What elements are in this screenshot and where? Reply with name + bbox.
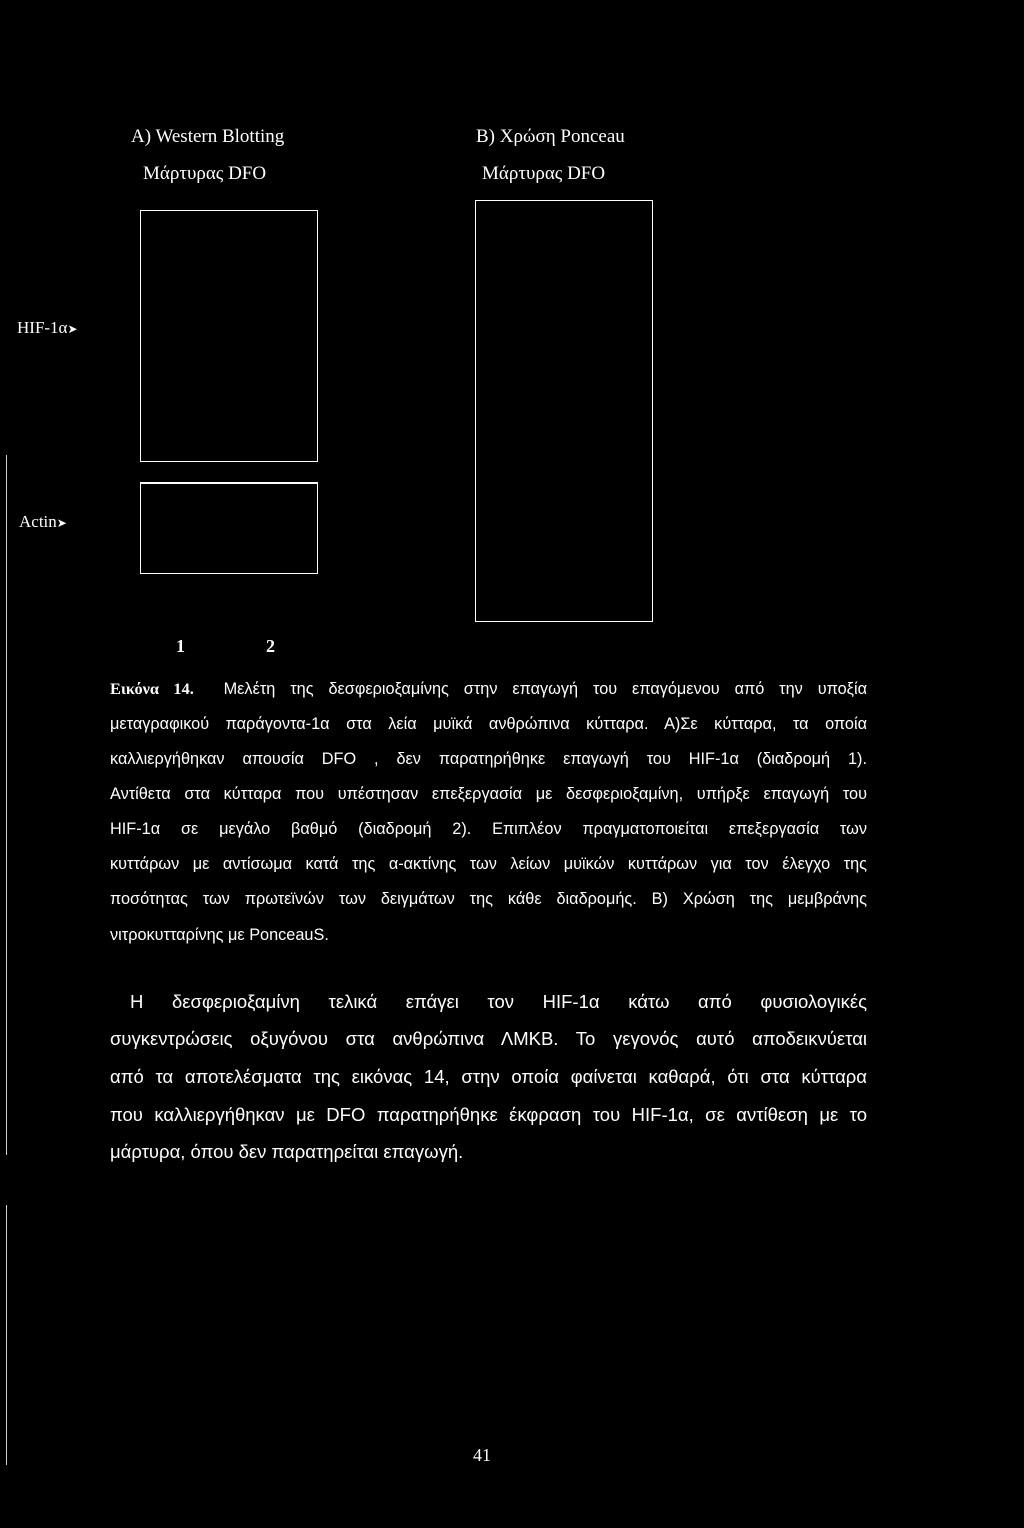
caption-line-6: κυττάρων με αντίσωμα κατά της α-ακτίνης των λείων μυϊκών κυττάρων για τον έλεγχο της — [110, 855, 867, 873]
panel-a-title: A) Western Blotting — [131, 126, 285, 147]
scan-edge-left-top — [6, 455, 7, 1155]
panel-b-subtitle: Μάρτυρας DFO — [482, 163, 606, 184]
hif-blot-frame — [140, 210, 318, 462]
caption-line-5: HIF-1α σε μεγάλο βαθμό (διαδρομή 2). Επιπλέον πραγματοποιείται επεξεργασία των — [110, 820, 867, 838]
paragraph-line-3: από τα αποτελέσματα της εικόνας 14, στην οποία φαίνεται καθαρά, ότι στα κύτταρα — [110, 1066, 867, 1087]
lane-2-label: 2 — [266, 636, 275, 656]
page-number: 41 — [473, 1445, 491, 1465]
caption-line-2: μεταγραφικού παράγοντα-1α στα λεία μυϊκά ανθρώπινα κύτταρα. Α)Σε κύτταρα, τα οποία — [110, 715, 867, 733]
paragraph-line-5: μάρτυρα, όπου δεν παρατηρείται επαγωγή. — [110, 1141, 464, 1162]
caption-line-3: καλλιεργήθηκαν απουσία DFO , δεν παρατηρήθηκε επαγωγή του HIF-1α (διαδρομή 1). — [110, 750, 867, 768]
panel-b-title: B) Χρώση Ponceau — [476, 126, 625, 147]
lane-1-label: 1 — [176, 636, 185, 656]
actin-blot-frame — [140, 482, 318, 574]
right-arrow-icon: ➤ — [67, 322, 78, 336]
caption-label: Εικόνα 14. — [110, 679, 194, 698]
paragraph-line-1: Η δεσφεριοξαμίνη τελικά επάγει τον HIF-1α κάτω από φυσιολογικές — [130, 991, 867, 1012]
caption-line-7: ποσότητας των πρωτεϊνών των δειγμάτων της κάθε διαδρομής. Β) Χρώση της μεμβράνης — [110, 890, 867, 908]
paragraph-line-2: συγκεντρώσεις οξυγόνου στα ανθρώπινα ΛΜΚΒ. Το γεγονός αυτό αποδεικνύεται — [110, 1028, 867, 1049]
caption-line-4: Αντίθετα στα κύτταρα που υπέστησαν επεξεργασία με δεσφεριοξαμίνη, υπήρξε επαγωγή του — [110, 785, 867, 803]
caption-line-8: νιτροκυτταρίνης με PonceauS. — [110, 926, 329, 944]
actin-label-text: Actin — [19, 512, 57, 531]
ponceau-membrane-frame — [475, 200, 653, 622]
caption-text-1: Μελέτη της δεσφεριοξαμίνης στην επαγωγή του επαγόμενου από την υποξία — [223, 680, 867, 698]
hif-label-text: HIF-1α — [17, 318, 68, 337]
hif-row-label — [17, 318, 78, 338]
panel-a-subtitle: Μάρτυρας DFO — [143, 163, 267, 184]
paragraph-line-4: που καλλιεργήθηκαν με DFO παρατηρήθηκε έκφραση του HIF-1α, σε αντίθεση με το — [110, 1104, 867, 1125]
actin-row-label — [19, 512, 67, 532]
right-arrow-icon: ➤ — [56, 516, 67, 530]
caption-line-1 — [110, 681, 867, 697]
scan-edge-left-bottom — [6, 1205, 7, 1465]
